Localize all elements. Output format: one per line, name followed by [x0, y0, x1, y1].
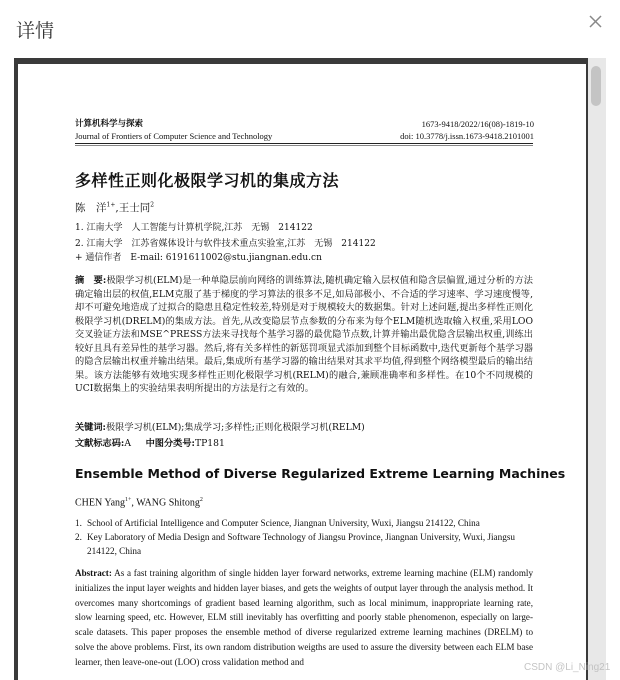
- scrollbar-thumb[interactable]: [591, 66, 601, 106]
- affiliation-en-1-text: School of Artificial Intelligence and Computer Science, Jiangnan University, Wuxi, Jiangsu 214122, China: [87, 518, 480, 528]
- pdf-page: [18, 64, 586, 680]
- abstract-en-label: Abstract:: [75, 568, 112, 578]
- abstract-cn-label: 摘 要:: [75, 275, 107, 286]
- keywords-cn-label: 关键词:: [75, 422, 106, 433]
- paper-title-en: Ensemble Method of Diverse Regularized Extreme Learning Machines: [75, 466, 566, 481]
- paper-title-cn: 多样性正则化极限学习机的集成方法: [75, 171, 340, 190]
- class-code: TP181: [194, 438, 225, 449]
- classification-cn: [75, 435, 225, 449]
- abstract-cn-text: 极限学习机(ELM)是一种单隐层前向网络的训练算法,随机确定输入层权值和隐含层偏置,通过分析的方法确定输出层的权值,ELM克服了基于梯度的学习算法的很多不足,如局部极小、不合适的学习速率、学习速度慢等,却不可避免地造成了过拟合的隐患且稳定性较差,特别是对于规模较大的数据集。针对上述问题,提出多样性正则化极限学习机(DRELM)的集成方法。首先,从改变隐层节点参数的分布来为每个ELM随机选取输入权重,采用LOO交叉验证方法和MSE^PRESS方法来寻找每个基学习器的最优隐节点数,计算并输出最优隐含层输出权重,训练出较好且具有差异性的基学习器。然后,将有关多样性的新惩罚项显式添加到整个目标函数中,迭代更新每个基学习器的隐含层输出权重并输出结果。最后,集成所有基学习器的输出结果对其求平均值,得到整个网络模型最后的输出结果。该方法能够有效地实现多样性正则化极限学习机(RELM)的融合,兼顾准确率和多样性。在10个不同规模的UCI数据集上的实验结果表明所提出的方法是行之有效的。: [75, 275, 533, 394]
- author-2-cn-sup: 2: [150, 201, 155, 209]
- modal-header: [0, 0, 620, 58]
- doi-line: doi: 10.3778/j.issn.1673-9418.2101001: [400, 131, 534, 141]
- journal-header-left: [75, 118, 272, 142]
- author-2-cn: ,王士同: [115, 202, 151, 214]
- affiliation-en-2-num: 2.: [75, 532, 82, 542]
- journal-header-right: [400, 118, 534, 142]
- affiliation-en-1: [75, 516, 535, 530]
- journal-name-cn: 计算机科学与探索: [75, 119, 144, 129]
- author-1-cn: 陈 洋: [75, 202, 107, 214]
- journal-name-en: Journal of Frontiers of Computer Science and Technology: [75, 131, 273, 141]
- abstract-en: [75, 566, 533, 670]
- keywords-cn: [75, 419, 365, 433]
- affiliation-en-2: [75, 530, 535, 558]
- issn-line: 1673-9418/2022/16(08)-1819-10: [421, 119, 534, 129]
- author-2-en-sup: 2: [199, 497, 203, 503]
- keywords-cn-text: 极限学习机(ELM);集成学习;多样性;正则化极限学习机(RELM): [105, 422, 365, 433]
- class-label: 中图分类号:: [145, 438, 195, 449]
- modal-title: 详情: [16, 20, 55, 42]
- author-1-cn-sup: 1+: [106, 201, 116, 209]
- abstract-cn: [75, 274, 533, 396]
- header-rule-thin: [75, 145, 533, 146]
- doc-code: A: [124, 438, 131, 449]
- affiliation-cn-2: 2. 江南大学 江苏省媒体设计与软件技术重点实验室,江苏 无锡 214122: [75, 239, 376, 249]
- affiliation-cn-1: 1. 江南大学 人工智能与计算机学院,江苏 无锡 214122: [75, 223, 313, 233]
- document-viewer[interactable]: [14, 58, 606, 680]
- author-1-en: CHEN Yang: [75, 497, 126, 509]
- csdn-watermark: CSDN @Li_Ning21: [524, 662, 611, 673]
- authors-en: [75, 497, 203, 508]
- author-1-en-sup: 1+: [125, 497, 132, 503]
- affiliation-en-1-num: 1.: [75, 518, 82, 528]
- close-icon[interactable]: [584, 10, 608, 34]
- close-button[interactable]: [584, 10, 608, 34]
- doc-code-label: 文献标志码:: [75, 438, 125, 449]
- authors-cn: [75, 200, 154, 215]
- abstract-en-text: As a fast training algorithm of single hidden layer forward networks, extreme learning machine (ELM) randomly initializes the input layer weights and hidden layer biases, and gets the weights of output layer through the analysis method. It overcomes many shortcomings of gradient based learning algorithm, such as local minimum, inappropriate learning rate, slow learning speed, etc. However, ELM still inevitably has overfitting and poorly stable phenomenon, especially on large-scale datasets. This paper proposes the ensemble method of diverse regularized extreme learning machines (DRELM) to solve the above problems. First, its own random distribution weigths are used to assure the diversity between each ELM base learner, then leave-one-out (LOO) cross validation method and: [75, 568, 533, 667]
- header-rule: [75, 143, 533, 144]
- corresponding-author-cn: + 通信作者 E-mail: 6191611002@stu.jiangnan.edu.cn: [75, 253, 322, 263]
- author-2-en: , WANG Shitong: [131, 497, 200, 509]
- affiliation-en-2-text: Key Laboratory of Media Design and Software Technology of Jiangsu Province, Jiangnan University, Wuxi, Jiangsu 214122, China: [87, 532, 515, 556]
- scrollbar-track[interactable]: [588, 58, 606, 680]
